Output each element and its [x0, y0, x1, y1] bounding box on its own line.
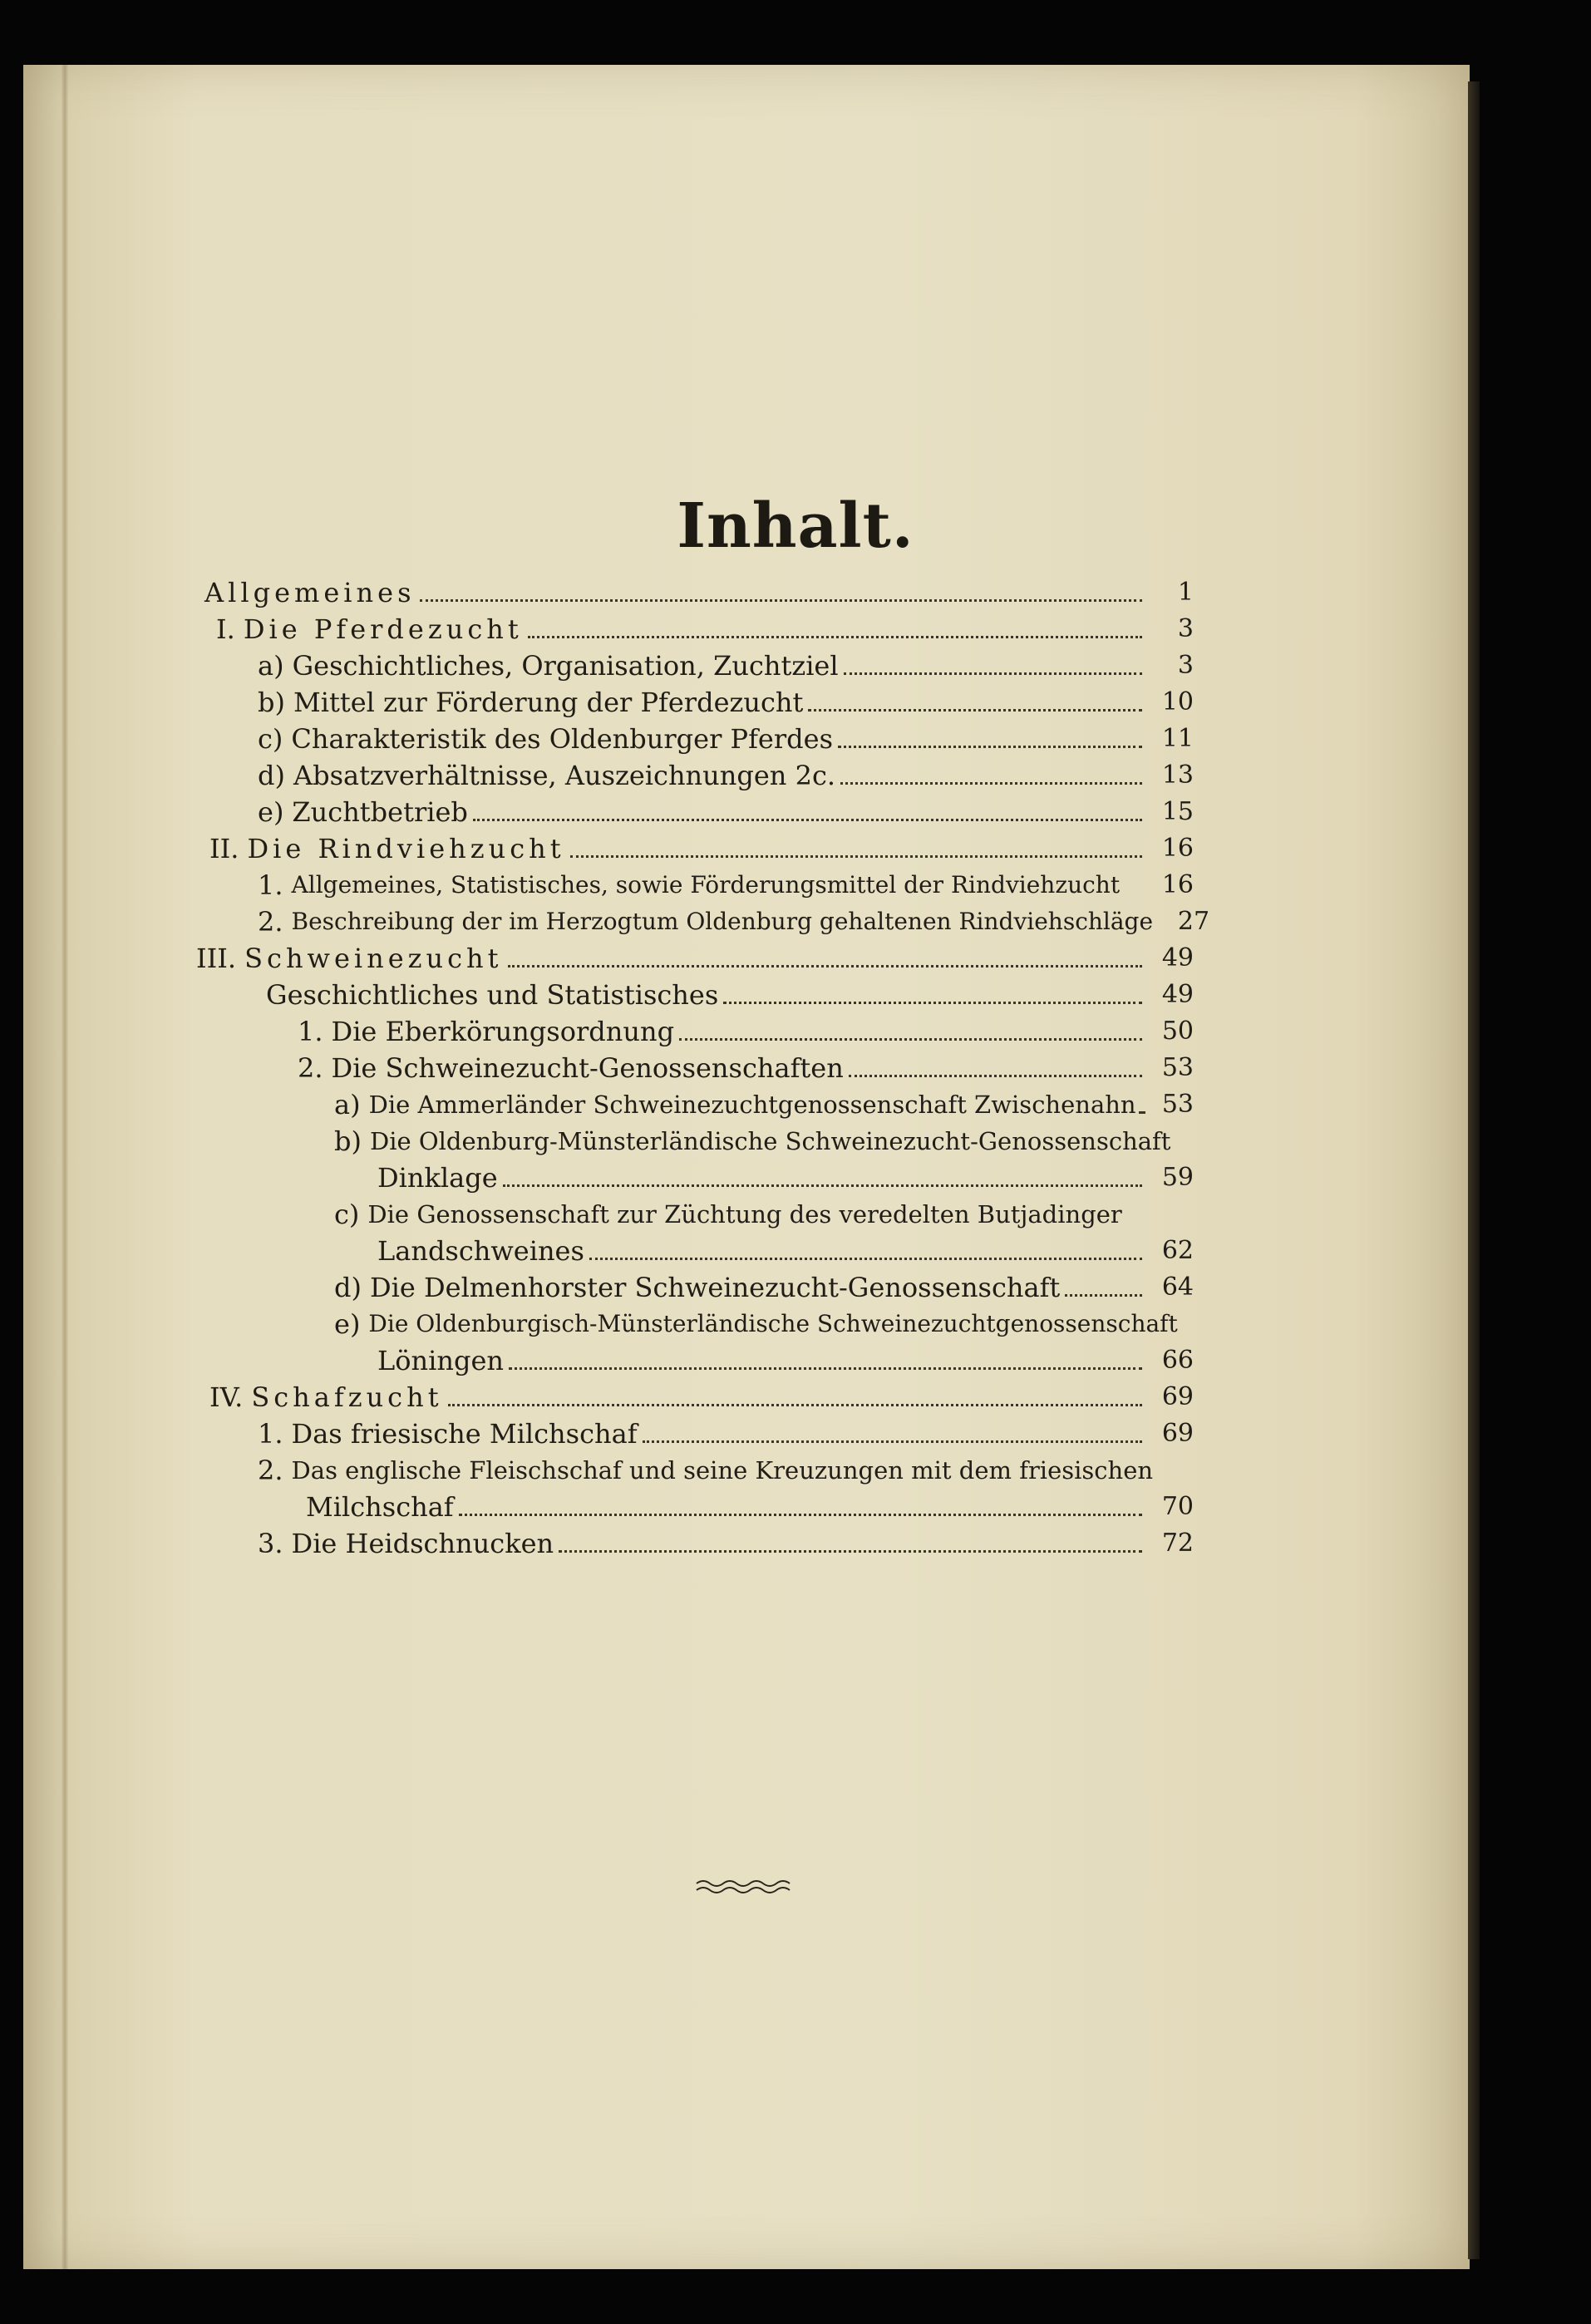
entry-label: III. — [196, 943, 237, 974]
leader-dots — [808, 707, 1142, 711]
entry-page: 59 — [1161, 1163, 1194, 1192]
page-title: Inhalt. — [677, 490, 914, 562]
entry-page: 49 — [1161, 980, 1194, 1009]
toc-entry[interactable] — [196, 830, 1194, 868]
entry-text: Allgemeines, Statistisches, sowie Förderungsmittel der Rindviehzucht — [291, 871, 1121, 899]
toc-entry[interactable] — [196, 1195, 1194, 1233]
entry-label: 2. — [258, 1455, 283, 1486]
entry-label: I. — [216, 613, 235, 645]
entry-text: Mittel zur Förderung der Pferdezucht — [293, 687, 804, 718]
leader-dots — [679, 1036, 1142, 1041]
entry-page: 1 — [1177, 578, 1194, 607]
entry-text: Geschichtliches, Organisation, Zuchtziel — [292, 650, 839, 682]
entry-page: 13 — [1161, 761, 1194, 790]
entry-label: 1. — [258, 869, 283, 901]
book-edge — [1468, 81, 1480, 2259]
leader-dots — [589, 1256, 1142, 1260]
entry-text: Das englische Fleischschaf und seine Kreuzungen mit dem friesischen — [291, 1456, 1154, 1485]
entry-page: 3 — [1177, 651, 1194, 680]
entry-text: Die Genossenschaft zur Züchtung des veredelten Butjadinger — [367, 1200, 1122, 1228]
entry-label: 3. — [258, 1528, 283, 1559]
leader-dots — [570, 854, 1142, 858]
entry-text: Schafzucht — [251, 1381, 443, 1413]
entry-page: 10 — [1161, 687, 1194, 716]
entry-label: 2. — [258, 906, 283, 938]
leader-dots — [849, 1073, 1142, 1077]
entry-text: Zuchtbetrieb — [292, 796, 468, 828]
entry-text: Die Rindviehzucht — [247, 833, 565, 864]
toc-entry[interactable] — [196, 610, 1194, 648]
entry-text: Schweinezucht — [244, 943, 503, 974]
entry-page: 53 — [1161, 1090, 1194, 1119]
entry-label: e) — [334, 1308, 361, 1340]
toc-entry[interactable] — [196, 1049, 1194, 1087]
entry-text: Die Heidschnucken — [291, 1528, 554, 1559]
entry-page: 66 — [1161, 1346, 1194, 1375]
entry-page: 64 — [1161, 1273, 1194, 1302]
toc-entry[interactable] — [196, 1086, 1194, 1124]
leader-dots — [509, 1366, 1142, 1370]
entry-page: 16 — [1161, 870, 1194, 899]
entry-text: Charakteristik des Oldenburger Pferdes — [291, 723, 833, 755]
entry-label: 2. — [298, 1052, 323, 1084]
leader-dots — [838, 744, 1142, 748]
entry-text: Die Eberkörungsordnung — [331, 1016, 675, 1047]
entry-label: d) — [334, 1272, 362, 1303]
entry-label: b) — [258, 687, 285, 718]
toc-entry[interactable] — [196, 976, 1194, 1014]
entry-text: Die Delmenhorster Schweinezucht-Genossenschaft — [369, 1272, 1061, 1303]
leader-dots — [503, 1183, 1142, 1187]
leader-dots — [1125, 893, 1142, 894]
entry-page: 62 — [1161, 1236, 1194, 1265]
entry-label: c) — [258, 723, 283, 755]
leader-dots — [844, 671, 1142, 675]
entry-text: Die Oldenburg-Münsterländische Schweinezucht-Genossenschaft — [369, 1127, 1171, 1155]
leader-dots — [643, 1439, 1142, 1443]
toc-entry[interactable] — [196, 1451, 1194, 1489]
leader-dots — [448, 1402, 1142, 1406]
entry-label: b) — [334, 1125, 362, 1157]
entry-page: 15 — [1161, 797, 1194, 826]
toc-entry[interactable] — [196, 793, 1194, 831]
wave-ornament — [695, 1877, 795, 1897]
entry-text: Landschweines — [377, 1235, 584, 1267]
entry-label: II. — [209, 833, 239, 864]
leader-dots — [840, 780, 1142, 785]
entry-page: 69 — [1161, 1382, 1194, 1411]
entry-text: Die Schweinezucht-Genossenschaften — [331, 1052, 844, 1084]
toc-entry[interactable] — [196, 1488, 1194, 1526]
entry-text: Beschreibung der im Herzogtum Oldenburg gehaltenen Rindviehschläge — [291, 908, 1154, 935]
toc-entry[interactable] — [196, 1415, 1194, 1453]
entry-text: Absatzverhältnisse, Auszeichnungen 2c. — [293, 760, 836, 791]
entry-text: Milchschaf — [306, 1491, 454, 1523]
toc-entry[interactable] — [196, 720, 1194, 758]
toc-entry[interactable] — [196, 903, 1210, 941]
toc-entry[interactable] — [196, 1524, 1194, 1563]
toc-entry[interactable] — [196, 1012, 1194, 1051]
entry-label: a) — [258, 650, 284, 682]
entry-text: Geschichtliches und Statistisches — [266, 979, 719, 1011]
toc-entry[interactable] — [196, 647, 1194, 685]
entry-label: a) — [334, 1089, 361, 1120]
entry-text: Löningen — [377, 1345, 504, 1376]
entry-page: 16 — [1161, 834, 1194, 863]
entry-page: 50 — [1161, 1017, 1194, 1046]
entry-text: Dinklage — [377, 1162, 498, 1194]
leader-dots — [508, 963, 1142, 968]
entry-text: Die Ammerländer Schweinezuchtgenossenschaft Zwischenahn — [368, 1091, 1136, 1119]
entry-label: IV. — [209, 1381, 244, 1413]
entry-page: 3 — [1177, 614, 1194, 643]
entry-page: 72 — [1161, 1529, 1194, 1558]
toc-entry[interactable] — [196, 939, 1194, 977]
entry-label: 1. — [298, 1016, 323, 1047]
entry-page: 69 — [1161, 1419, 1194, 1448]
entry-page: 70 — [1161, 1492, 1194, 1521]
leader-dots — [420, 598, 1142, 602]
entry-page: 27 — [1177, 907, 1210, 936]
entry-label: 1. — [258, 1418, 283, 1450]
entry-page: 53 — [1161, 1053, 1194, 1082]
spine-fold — [62, 65, 68, 2269]
entry-page: 49 — [1161, 943, 1194, 972]
leader-dots — [1127, 1222, 1142, 1224]
leader-dots — [1065, 1292, 1142, 1297]
leader-dots — [723, 1000, 1142, 1004]
entry-page: 11 — [1161, 724, 1194, 753]
entry-text: Allgemeines — [204, 577, 416, 608]
toc-entry[interactable] — [196, 683, 1194, 721]
entry-label: d) — [258, 760, 285, 791]
toc-entry[interactable] — [196, 1305, 1194, 1343]
toc-entry[interactable] — [196, 1378, 1194, 1416]
entry-text: Das friesische Milchschaf — [291, 1418, 638, 1450]
toc-entry[interactable] — [196, 866, 1194, 904]
toc-entry[interactable] — [196, 574, 1194, 612]
toc-entry[interactable] — [196, 1268, 1194, 1307]
toc-entry[interactable] — [196, 1232, 1194, 1270]
entry-text: Die Pferdezucht — [243, 613, 523, 645]
leader-dots — [459, 1512, 1142, 1516]
leader-dots — [528, 634, 1142, 638]
toc-entry[interactable] — [196, 1122, 1194, 1160]
entry-label: e) — [258, 796, 284, 828]
leader-dots — [559, 1549, 1142, 1553]
entry-label: c) — [334, 1199, 360, 1230]
toc-entry[interactable] — [196, 756, 1194, 795]
entry-text: Die Oldenburgisch-Münsterländische Schweinezuchtgenossenschaft — [368, 1310, 1178, 1337]
leader-dots — [1141, 1110, 1142, 1114]
toc-entry[interactable] — [196, 1159, 1194, 1197]
leader-dots — [473, 817, 1142, 821]
toc-entry[interactable] — [196, 1342, 1194, 1380]
